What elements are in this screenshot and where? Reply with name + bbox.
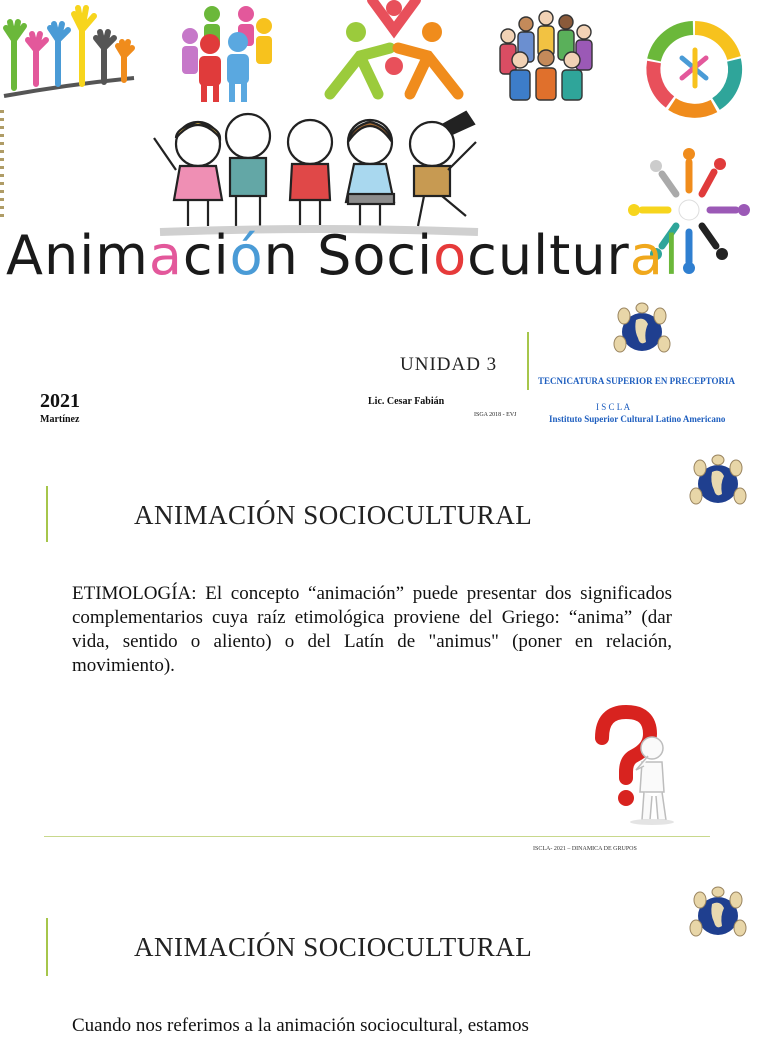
globe-hands-logo-icon	[686, 886, 750, 944]
raised-hands-icon	[0, 0, 138, 106]
title-letter	[299, 224, 317, 287]
hand-circle-icon	[644, 20, 746, 118]
title-letter: l	[533, 224, 550, 287]
globe-hands-logo-icon	[610, 302, 674, 360]
cover-title	[6, 224, 680, 287]
cartoon-kids-icon	[148, 108, 488, 238]
title-letter: c	[467, 224, 498, 287]
title-letter: o	[433, 224, 468, 287]
institute-acronym: I S C L A	[596, 402, 631, 412]
intro-paragraph: Cuando nos referimos a la animación sociocultural, estamos	[72, 1015, 529, 1036]
accent-divider	[46, 486, 48, 542]
title-letter: i	[417, 224, 434, 287]
title-letter: c	[386, 224, 418, 287]
title-letter: o	[352, 224, 387, 287]
title-letter: r	[606, 224, 630, 287]
people-group-icon	[172, 2, 282, 104]
footer-divider	[44, 836, 710, 837]
title-letter: n	[43, 224, 80, 287]
small-code: ISGA 2018 - EVJ	[474, 412, 517, 418]
lecturer-name: Lic. Cesar Fabián	[368, 396, 445, 407]
title-letter: u	[497, 224, 534, 287]
title-letter: c	[182, 224, 214, 287]
intro-slide	[0, 860, 768, 1036]
accent-divider	[527, 332, 529, 390]
title-letter: i	[79, 224, 96, 287]
title-letter: n	[263, 224, 299, 287]
title-letter: t	[549, 224, 572, 287]
title-letter: i	[213, 224, 230, 287]
title-letter: m	[95, 224, 149, 287]
title-letter: u	[571, 224, 607, 287]
unit-label: UNIDAD 3	[400, 354, 498, 375]
slide-title: ANIMACIÓN SOCIOCULTURAL	[134, 932, 533, 962]
year-label: 2021	[40, 390, 80, 412]
slide-title: ANIMACIÓN SOCIOCULTURAL	[134, 500, 533, 530]
title-letter: ó	[229, 224, 264, 287]
etymology-paragraph: ETIMOLOGÍA: El concepto “animación” puede presentar dos significados complementarios cuya raíz etimológica proviene del Griego: “anima” (dar vida, sentido o aliento) o del Latín de "animus" (poner en relación, movimiento).	[72, 583, 672, 676]
question-mark-person-icon	[592, 708, 680, 826]
program-name: TECNICATURA SUPERIOR EN PRECEPTORIA	[538, 376, 735, 386]
diverse-people-icon	[492, 8, 600, 106]
title-letter: a	[148, 224, 183, 287]
hugging-figures-icon	[320, 0, 468, 104]
title-letter: S	[317, 224, 353, 287]
etymology-slide	[0, 440, 768, 860]
author-surname: Martínez	[40, 414, 80, 425]
globe-hands-logo-icon	[686, 454, 750, 512]
title-letter: l	[663, 224, 680, 287]
footer-text: ISCLA- 2021 – DINAMICA DE GRUPOS	[533, 846, 637, 852]
institute-name: Instituto Superior Cultural Latino Americano	[549, 414, 726, 424]
title-letter: a	[629, 224, 664, 287]
title-letter: A	[6, 224, 44, 287]
accent-divider	[46, 918, 48, 976]
cover-slide	[0, 0, 768, 440]
vertical-side-text	[0, 110, 4, 220]
